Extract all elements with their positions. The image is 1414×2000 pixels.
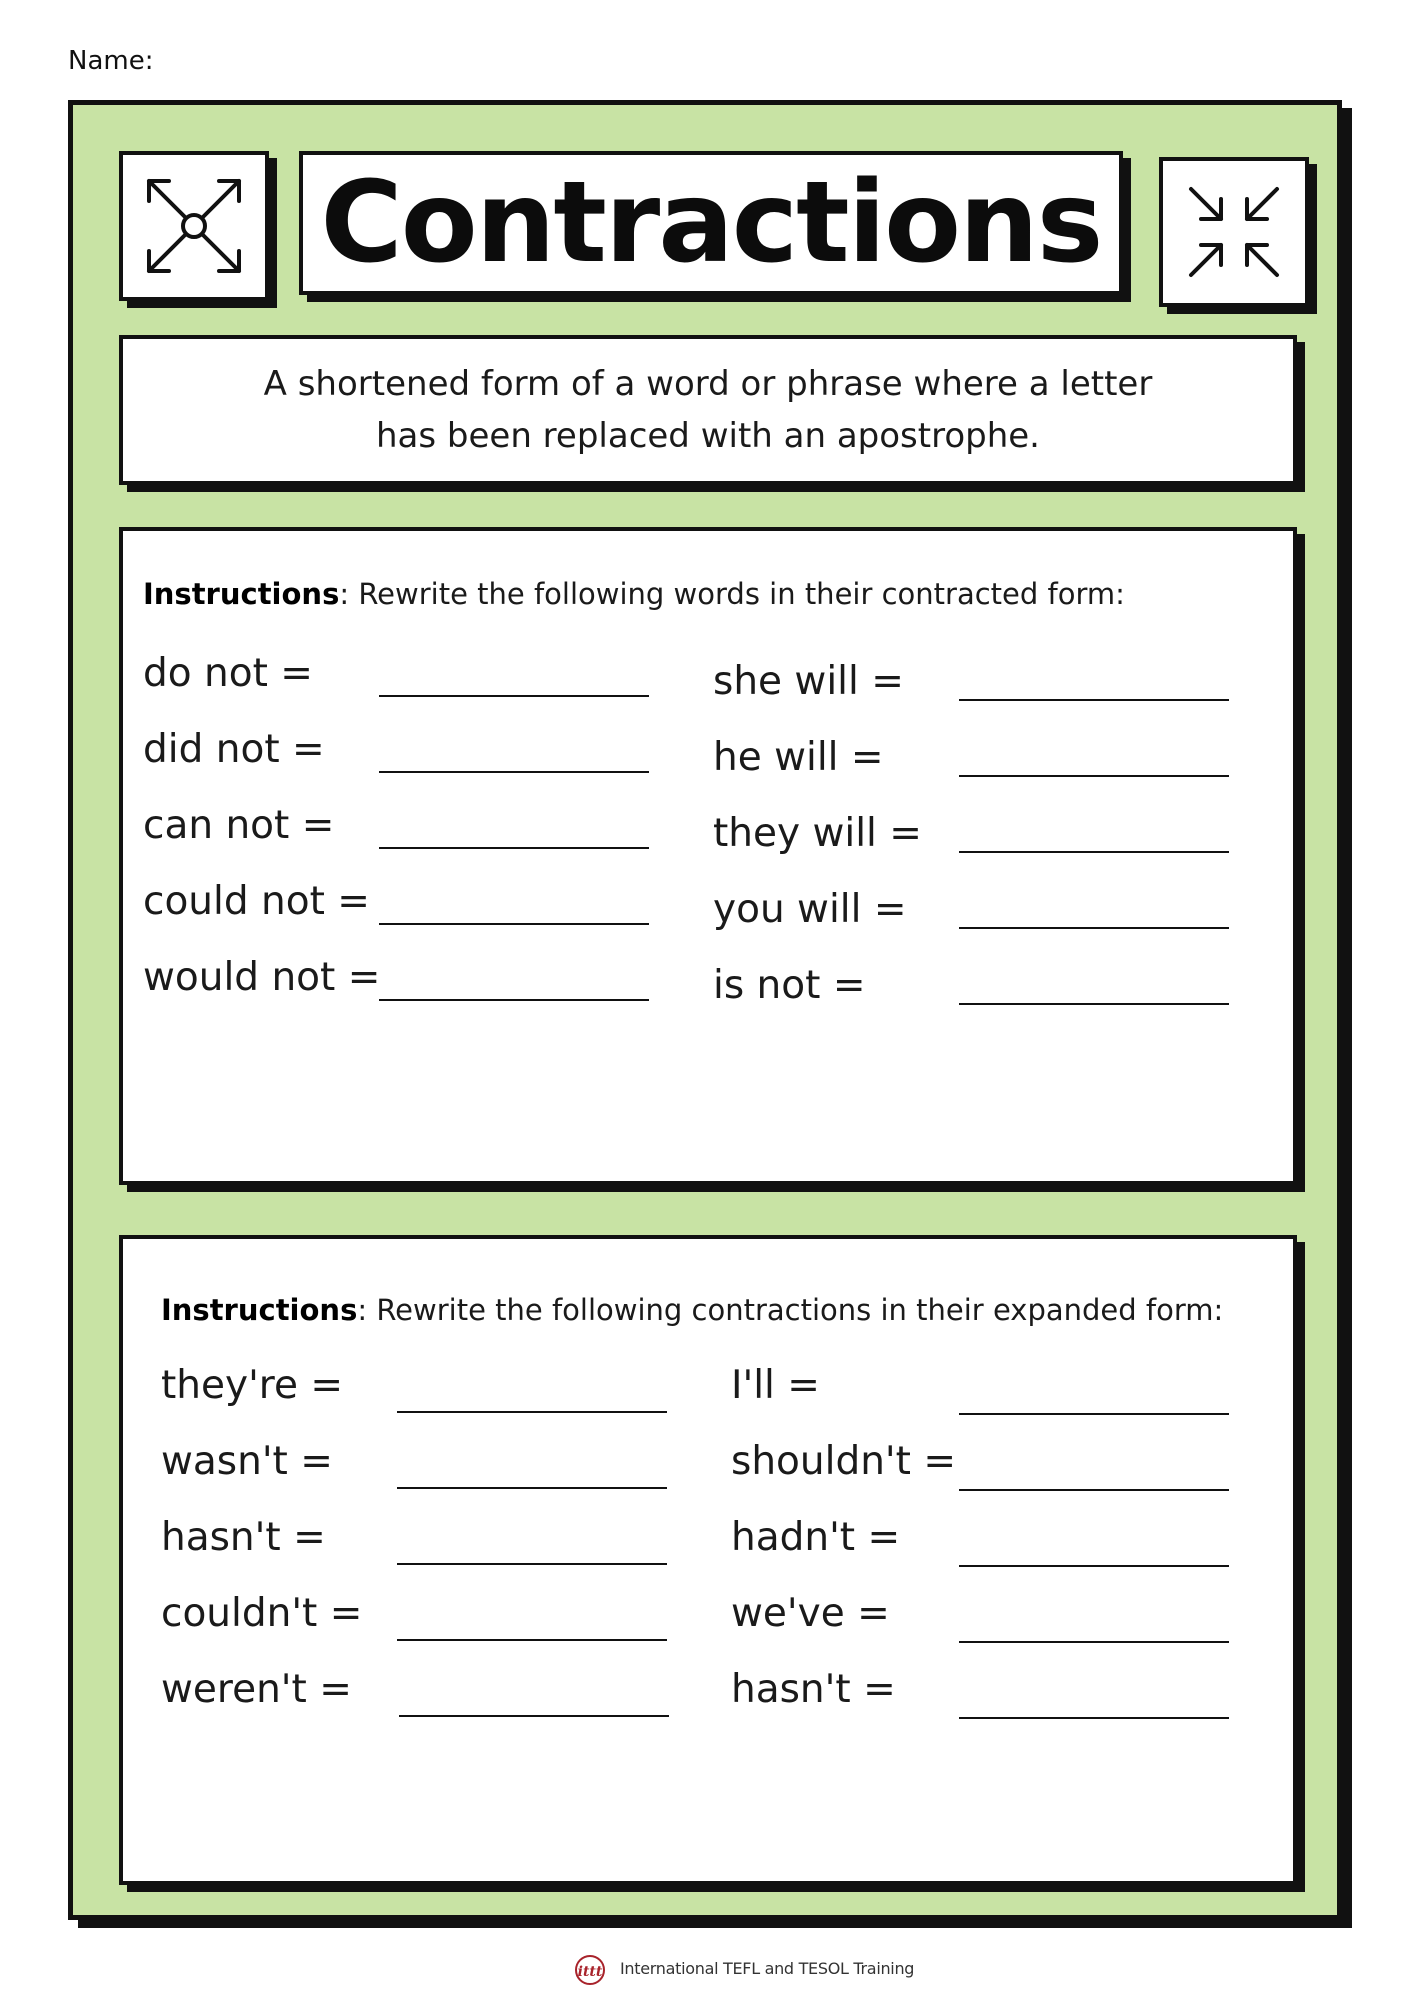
section1-instructions-text: : Rewrite the following words in their contracted form:	[339, 577, 1125, 611]
section1-right-item: you will =	[713, 887, 907, 932]
title-box	[299, 151, 1123, 295]
ittt-logo	[568, 1950, 612, 1986]
definition-line-1: A shortened form of a word or phrase where a letter	[263, 364, 1153, 404]
answer-line[interactable]	[397, 1411, 667, 1413]
answer-line[interactable]	[379, 695, 649, 697]
section1-right-item: they will =	[713, 811, 922, 856]
name-label: Name:	[68, 46, 154, 76]
section2-right-item: we've =	[731, 1591, 890, 1636]
section1-right-item: he will =	[713, 735, 884, 780]
section2-instructions-label: Instructions	[161, 1293, 358, 1327]
answer-line[interactable]	[379, 999, 649, 1001]
section2-right-item: shouldn't =	[731, 1439, 957, 1484]
worksheet-panel	[68, 100, 1342, 1920]
definition-line-2: has been replaced with an apostrophe.	[376, 416, 1040, 456]
definition-text	[264, 358, 1153, 462]
collapse-icon-box	[1159, 157, 1309, 307]
section1-left-item: did not =	[143, 727, 325, 772]
answer-line[interactable]	[959, 927, 1229, 929]
definition-box	[119, 335, 1297, 485]
section2-left-item: couldn't =	[161, 1591, 363, 1636]
answer-line[interactable]	[959, 1489, 1229, 1491]
section2-left-item: hasn't =	[161, 1515, 326, 1560]
section1-left-item: would not =	[143, 955, 381, 1000]
page-title: Contractions	[320, 158, 1102, 288]
answer-line[interactable]	[397, 1487, 667, 1489]
contract-exercise-box	[119, 527, 1297, 1185]
answer-line[interactable]	[959, 775, 1229, 777]
section1-right-item: she will =	[713, 659, 904, 704]
section1-instructions	[143, 577, 1125, 611]
answer-line[interactable]	[397, 1639, 667, 1641]
answer-line[interactable]	[379, 923, 649, 925]
section2-left-item: they're =	[161, 1363, 344, 1408]
answer-line[interactable]	[397, 1563, 667, 1565]
section2-instructions-text: : Rewrite the following contractions in their expanded form:	[357, 1293, 1224, 1327]
section1-left-item: could not =	[143, 879, 370, 924]
section1-right-item: is not =	[713, 963, 866, 1008]
answer-line[interactable]	[959, 1003, 1229, 1005]
section2-right-item: I'll =	[731, 1363, 820, 1408]
expand-exercise-box	[119, 1235, 1297, 1885]
answer-line[interactable]	[959, 1717, 1229, 1719]
expand-icon-box	[119, 151, 269, 301]
section2-right-item: hasn't =	[731, 1667, 896, 1712]
footer-text: International TEFL and TESOL Training	[620, 1958, 915, 1978]
section2-instructions	[161, 1293, 1223, 1327]
section1-left-item: do not =	[143, 651, 313, 696]
answer-line[interactable]	[959, 1641, 1229, 1643]
section2-right-item: hadn't =	[731, 1515, 901, 1560]
answer-line[interactable]	[959, 851, 1229, 853]
section1-instructions-label: Instructions	[143, 577, 340, 611]
answer-line[interactable]	[959, 1413, 1229, 1415]
expand-arrows-icon	[139, 171, 249, 281]
section1-left-item: can not =	[143, 803, 335, 848]
answer-line[interactable]	[379, 847, 649, 849]
footer	[568, 1950, 914, 1986]
answer-line[interactable]	[959, 699, 1229, 701]
answer-line[interactable]	[959, 1565, 1229, 1567]
section2-left-item: weren't =	[161, 1667, 352, 1712]
logo-text: ittt	[577, 1964, 603, 1980]
answer-line[interactable]	[379, 771, 649, 773]
answer-line[interactable]	[399, 1715, 669, 1717]
section2-left-item: wasn't =	[161, 1439, 333, 1484]
collapse-arrows-icon	[1179, 177, 1289, 287]
